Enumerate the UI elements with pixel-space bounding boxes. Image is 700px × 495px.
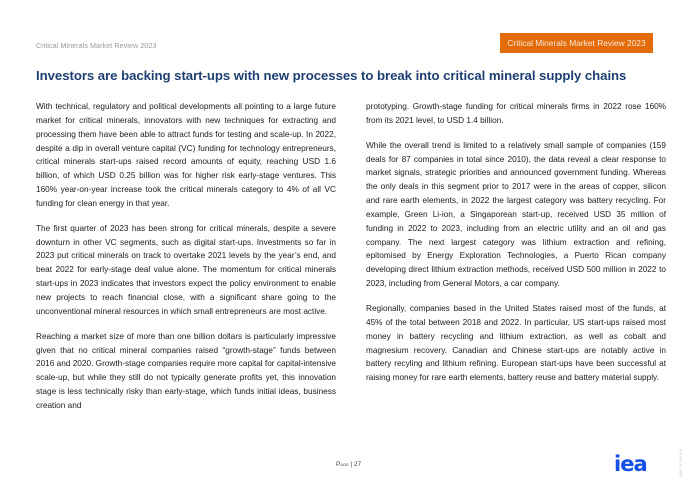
paragraph-growth-stage-continuation: prototyping. Growth-stage funding for critical minerals firms in 2022 rose 160% from its 2021 level, to USD 1.4 billion. xyxy=(366,102,666,125)
paragraph-first-quarter-2023: The first quarter of 2023 has been strong for critical minerals, despite a severe downturn in other VC segments, such as digital start-ups. Investments so far in 2023 put critical minerals on track to overtake 2021 levels by the year’s end, and beat 2022 for early-stage deal value alone. The momentum for critical minerals start-ups in 2023 indicates that investors expect the policy environment to enable new projects to reach financial close, with a significant share going to the unconventional mineral resources in which small entrepreneurs are most active. xyxy=(36,223,336,316)
iea-logo-icon: iea xyxy=(614,452,647,476)
page-number: Page | 27 xyxy=(336,461,362,468)
paragraph-regional: Regionally, companies based in the United States raised most of the funds, at 45% of the total between 2018 and 2022. In particular, US start-ups raised most money in battery recycling and lithium extraction, as well as cobalt and magnesium recovery. Canadian and Chinese start-ups are notably active in battery recyling and lithium refining. European start-ups have been successful at raising money for rare earth elements, battery reuse and battery material supply. xyxy=(366,303,666,383)
running-header: Critical Minerals Market Review 2023 xyxy=(36,41,157,50)
report-title-badge: Critical Minerals Market Review 2023 xyxy=(500,33,653,53)
left-column xyxy=(36,100,336,424)
page-title: Investors are backing start-ups with new processes to break into critical mineral supply chains xyxy=(36,68,627,83)
paragraph-vc-funding: With technical, regulatory and political developments all pointing to a large future market for critical minerals, innovators with new techniques for extracting and processing them have been able to attract funds for testing and scale-up. In 2022, despite a dip in overall venture capital (VC) funding for technology entrepreneurs, critical minerals start-ups raised record amounts of equity, reaching USD 1.6 billion, of which USD 0.25 billion was for higher risk early-stage ventures. This 160% year-on-year increase took the critical minerals category to 4% of all VC funding for clean energy in that year. xyxy=(36,102,336,208)
license-note: IEA. CC BY 4.0. xyxy=(678,448,683,477)
right-column xyxy=(366,100,666,396)
paragraph-overall-trend: While the overall trend is limited to a relatively small sample of companies (159 deals for 87 companies in total since 2010), the data reveal a clear response to market signals, strategic priorities and announced government funding. Whereas the only deals in this segment prior to 2017 were in the areas of copper, silicon and rare earth elements, in 2022 the largest category was battery recycling. For example, Green Li-ion, a Singaporean start-up, received USD 35 million of funding in 2022 to 2023, including from an electric utility and an oil and gas company. The next largest category was lithium extraction and refining, epitomised by Energy Exploration Technologies, a Puerto Rican company developing direct lithium extraction methods, received USD 500 million in 2022 to 2023, including from General Motors, a car company. xyxy=(366,140,666,289)
paragraph-market-size: Reaching a market size of more than one billion dollars is particularly impressive given that no critical mineral companies raised “growth-stage” funds between 2016 and 2020. Growth-stage companies require more capital for capital-intensive scale-up, but while they still do not typically generate profits yet, this innovation stage is less technically risky than early-stage, which funds initial ideas, business creation and xyxy=(36,331,336,410)
